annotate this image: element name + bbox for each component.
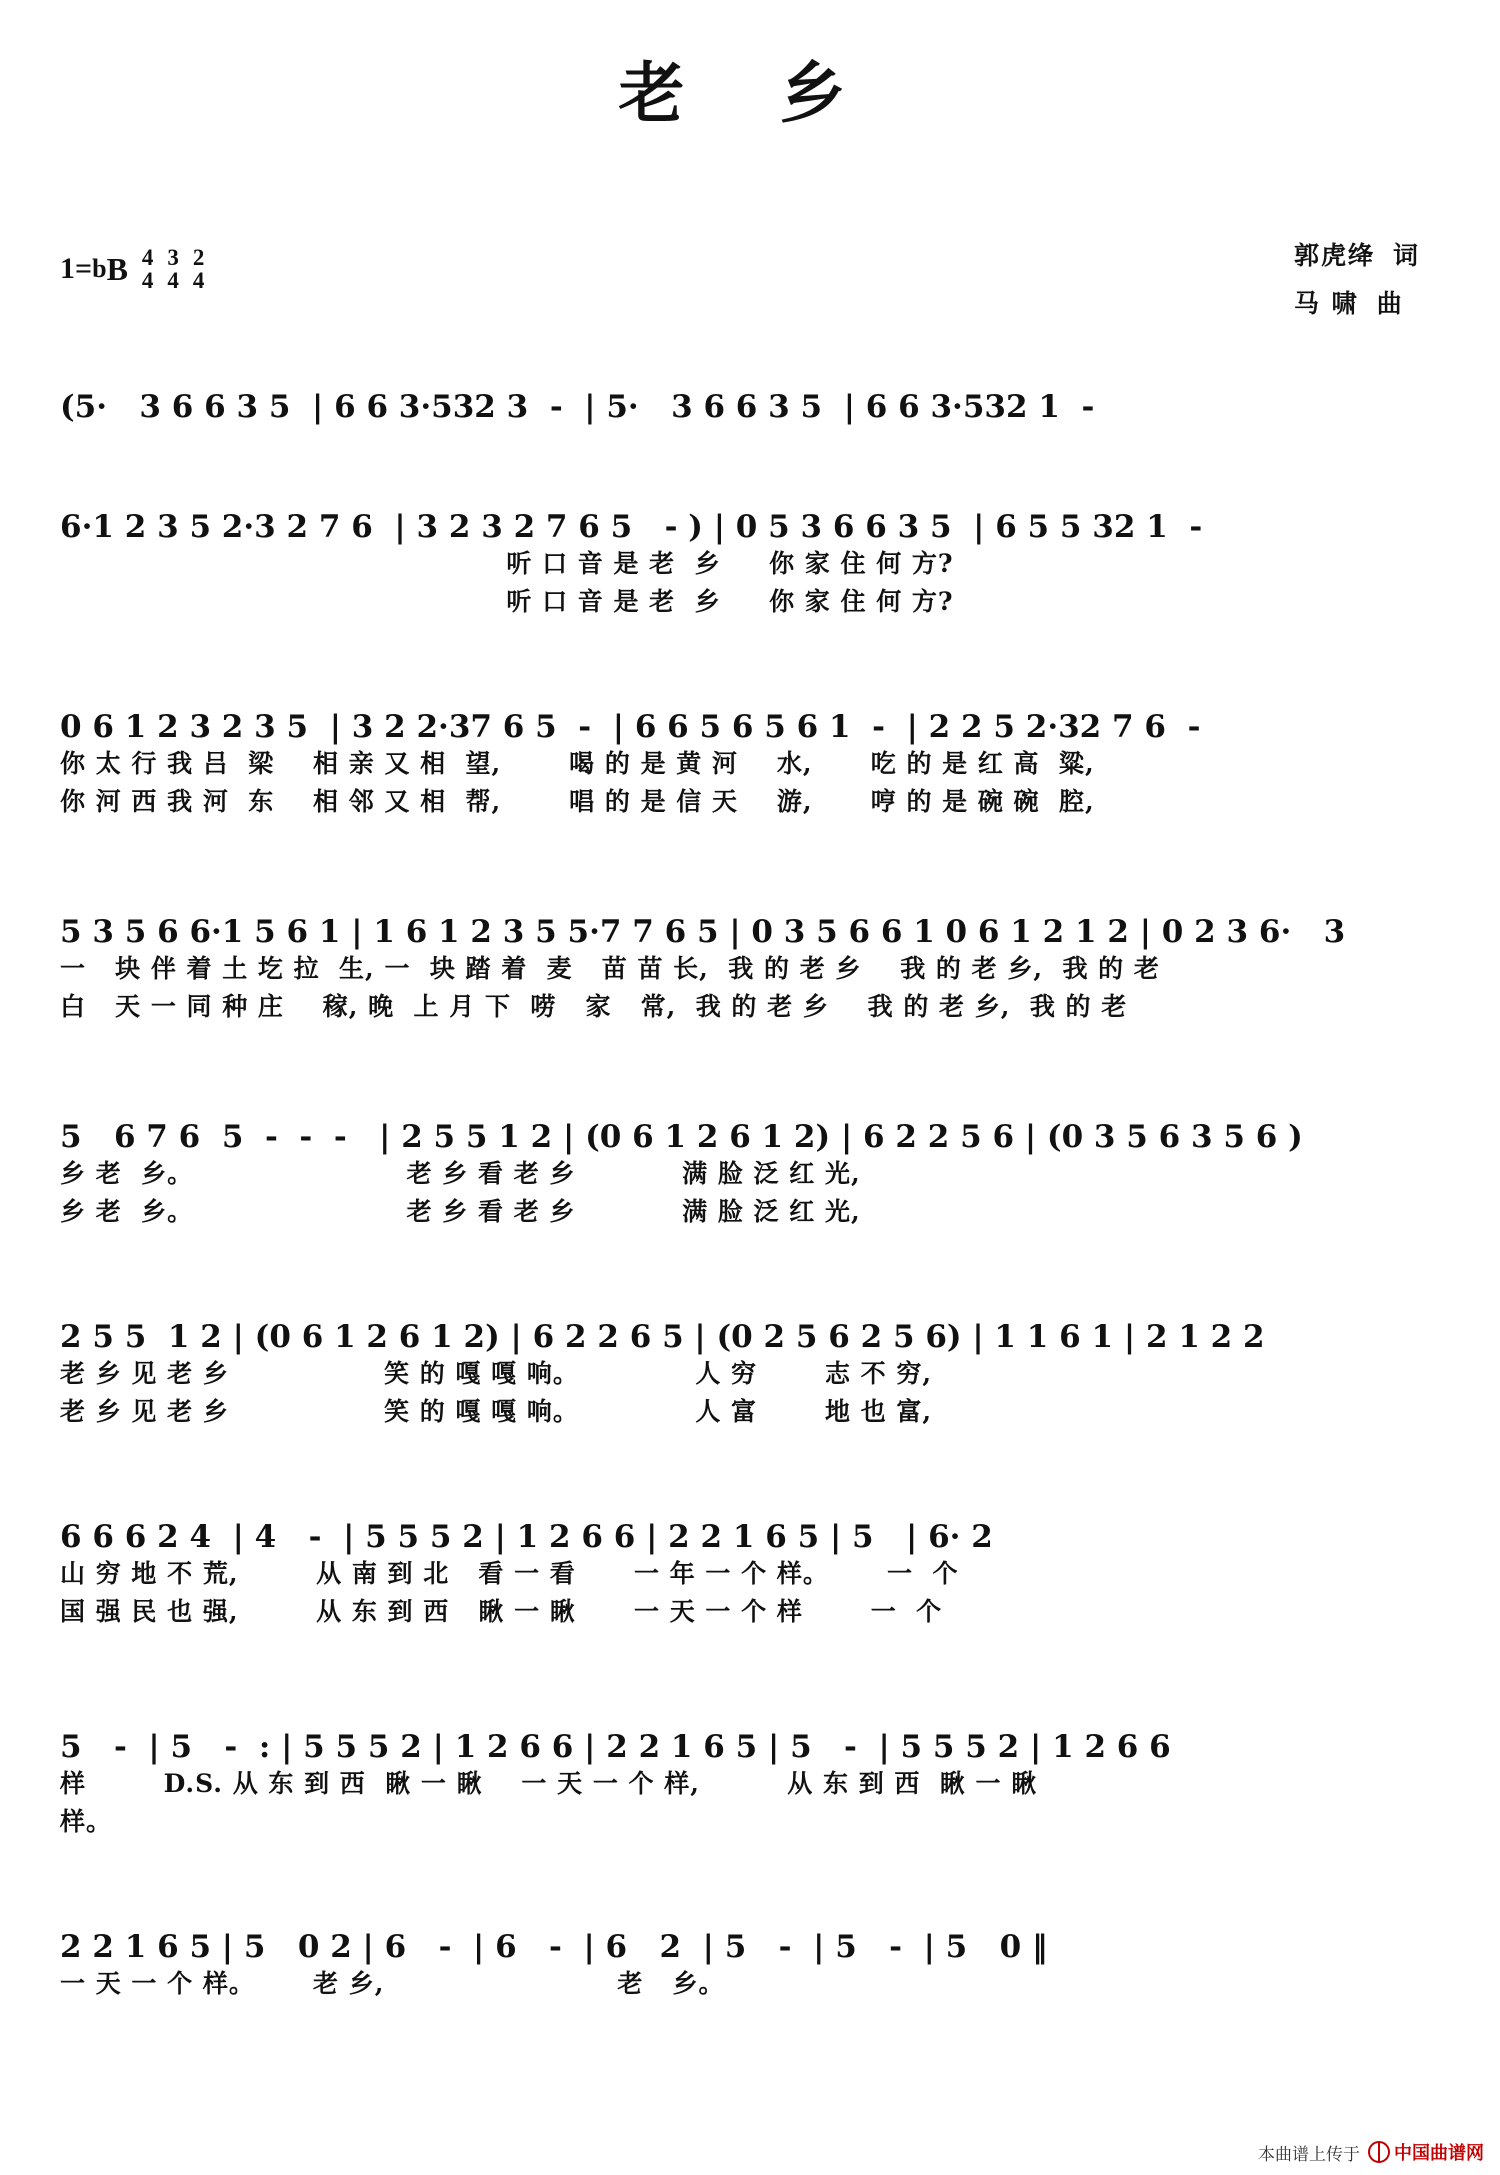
notation-line: 5 3 5 6 6·1 5 6 1 | 1 6 1 2 3 5 5·7 7 6 5 | 0 3 5 6 6 1 0 6 1 2 1 2 | 0 2 3 6· 3 bbox=[60, 914, 1346, 950]
key-prefix: 1= bbox=[60, 252, 93, 285]
footer-watermark bbox=[1258, 2139, 1484, 2165]
music-system-1 bbox=[60, 390, 1450, 426]
notation-line: 0 6 1 2 3 2 3 5 | 3 2 2·37 6 5 - | 6 6 5 6 5 6 1 - | 2 2 5 2·32 7 6 - bbox=[60, 709, 1201, 745]
meter-numerator: 2 bbox=[192, 245, 205, 270]
notation-line: 2 2 1 6 5 | 5 0 2 | 6 - | 6 - | 6 2 | 5 - | 5 - | 5 0 ‖ bbox=[60, 1929, 1048, 1965]
lyricist-role: 词 bbox=[1392, 241, 1418, 270]
lyrics-verse-1: 山 穷 地 不 荒, 从 南 到 北 看 一 看 一 年 一 个 样。 一 个 bbox=[60, 1558, 959, 1588]
meter-4-4 bbox=[142, 246, 154, 292]
lyrics-verse-1: 听 口 音 是 老 乡 你 家 住 何 方? bbox=[60, 548, 954, 578]
page-title: 老 乡 bbox=[618, 54, 882, 132]
music-system-8 bbox=[60, 1730, 1450, 1840]
meter-2-4 bbox=[193, 246, 205, 292]
lyrics-verse-1: 一 天 一 个 样。 老 乡, 老 乡。 bbox=[60, 1968, 725, 1998]
notation-line: 5 - | 5 - : | 5 5 5 2 | 1 2 6 6 | 2 2 1 6 5 | 5 - | 5 5 5 2 | 1 2 6 6 bbox=[60, 1729, 1171, 1765]
lyrics-verse-2: 白 天 一 同 种 庄 稼, 晚 上 月 下 唠 家 常, 我 的 老 乡 我 的 老 乡, 我 的 老 bbox=[60, 991, 1128, 1021]
meter-numerator: 3 bbox=[167, 245, 179, 270]
key-letter: B bbox=[106, 250, 128, 287]
music-system-2 bbox=[60, 510, 1450, 620]
lyrics-verse-2: 样。 bbox=[60, 1806, 113, 1836]
globe-icon bbox=[1368, 2141, 1390, 2163]
lyrics-verse-1: 样 D.S. 从 东 到 西 瞅 一 瞅 一 天 一 个 样, 从 东 到 西 瞅 一 瞅 bbox=[60, 1768, 1038, 1798]
music-system-3 bbox=[60, 710, 1450, 820]
lyrics-verse-2: 乡 老 乡。 老 乡 看 老 乡 满 脸 泛 红 光, bbox=[60, 1196, 861, 1226]
lyricist-credit bbox=[1294, 232, 1418, 280]
upload-text: 本曲谱上传于 bbox=[1258, 2144, 1360, 2164]
site-logo bbox=[1368, 2139, 1484, 2165]
music-system-9 bbox=[60, 1930, 1450, 2002]
lyricist-name: 郭虎绛 bbox=[1293, 241, 1375, 270]
lyrics-verse-1: 你 太 行 我 吕 梁 相 亲 又 相 望, 喝 的 是 黄 河 水, 吃 的 是 红 高 粱, bbox=[60, 748, 1095, 778]
site-name: 中国曲谱网 bbox=[1394, 2143, 1484, 2163]
composer-role: 曲 bbox=[1376, 288, 1402, 318]
notation-line: 2 5 5 1 2 | (0 6 1 2 6 1 2) | 6 2 2 6 5 | (0 2 5 6 2 5 6) | 1 1 6 1 | 2 1 2 2 bbox=[60, 1319, 1265, 1355]
meter-denominator: 4 bbox=[192, 268, 205, 293]
music-system-4 bbox=[60, 915, 1450, 1025]
notation-line: 6 6 6 2 4 | 4 - | 5 5 5 2 | 1 2 6 6 | 2 2 1 6 5 | 5 | 6· 2 bbox=[60, 1519, 993, 1555]
meter-group bbox=[142, 246, 219, 292]
music-system-7 bbox=[60, 1520, 1450, 1630]
lyrics-verse-1: 老 乡 见 老 乡 笑 的 嘎 嘎 响。 人 穷 志 不 穷, bbox=[60, 1358, 933, 1388]
meter-3-4 bbox=[167, 246, 179, 292]
notation-line: (5· 3 6 6 3 5 | 6 6 3·532 3 - | 5· 3 6 6 3 5 | 6 6 3·532 1 - bbox=[60, 389, 1095, 425]
lyrics-verse-1: 一 块 伴 着 土 圪 拉 生, 一 块 踏 着 麦 苗 苗 长, 我 的 老 乡 我 的 老 乡, 我 的 老 bbox=[60, 953, 1160, 983]
notation-line: 6·1 2 3 5 2·3 2 7 6 | 3 2 3 2 7 6 5 - ) | 0 5 3 6 6 3 5 | 6 5 5 32 1 - bbox=[60, 509, 1203, 545]
meter-numerator: 4 bbox=[141, 245, 154, 270]
notation-line: 5 6 7 6 5 - - - | 2 5 5 1 2 | (0 6 1 2 6 1 2) | 6 2 2 5 6 | (0 3 5 6 3 5 6 ) bbox=[60, 1119, 1303, 1155]
composer-credit bbox=[1294, 280, 1418, 328]
composer-name: 马 啸 bbox=[1293, 288, 1359, 318]
flat-symbol: b bbox=[92, 254, 107, 283]
credits-block bbox=[1294, 232, 1418, 327]
meter-denominator: 4 bbox=[167, 268, 179, 293]
meter-denominator: 4 bbox=[141, 268, 154, 293]
music-system-5 bbox=[60, 1120, 1450, 1230]
lyrics-verse-2: 老 乡 见 老 乡 笑 的 嘎 嘎 响。 人 富 地 也 富, bbox=[60, 1396, 933, 1426]
lyrics-verse-2: 国 强 民 也 强, 从 东 到 西 瞅 一 瞅 一 天 一 个 样 一 个 bbox=[60, 1596, 943, 1626]
lyrics-verse-2: 听 口 音 是 老 乡 你 家 住 何 方? bbox=[60, 586, 954, 616]
key-signature bbox=[60, 246, 218, 292]
lyrics-verse-1: 乡 老 乡。 老 乡 看 老 乡 满 脸 泛 红 光, bbox=[60, 1158, 861, 1188]
music-system-6 bbox=[60, 1320, 1450, 1430]
lyrics-verse-2: 你 河 西 我 河 东 相 邻 又 相 帮, 唱 的 是 信 天 游, 哼 的 是 碗 碗 腔, bbox=[60, 786, 1095, 816]
